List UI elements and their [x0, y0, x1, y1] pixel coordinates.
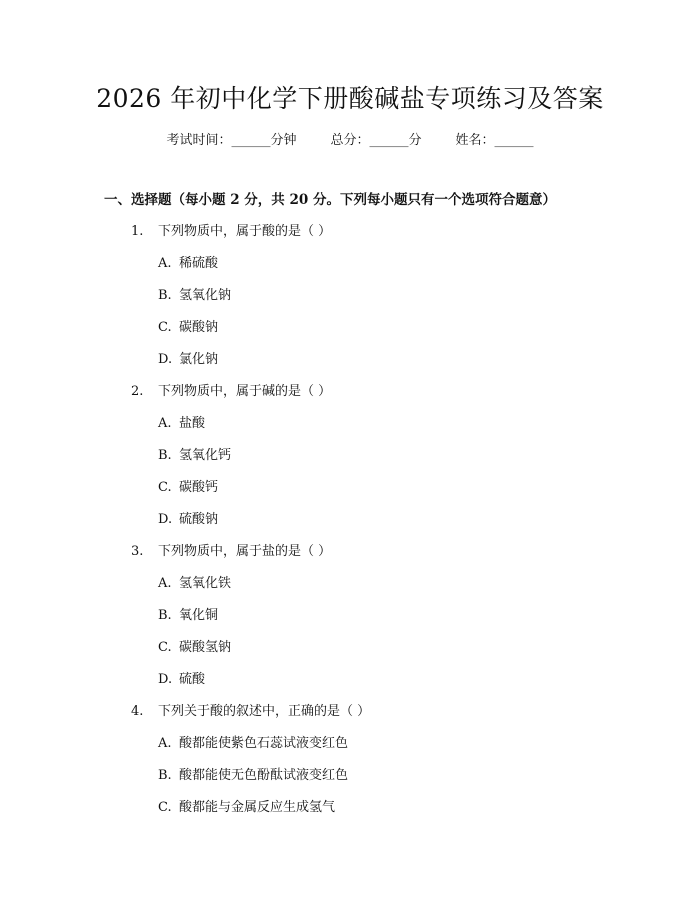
score-label: 总分： [330, 133, 370, 148]
question-1 [131, 222, 331, 242]
time-blank: ______ [231, 133, 271, 148]
option-letter: A. [158, 736, 172, 751]
option-1b [158, 286, 231, 306]
option-text: 氢氧化铁 [179, 576, 232, 591]
option-text: 稀硫酸 [179, 256, 219, 271]
option-text: 氢氧化钠 [179, 288, 232, 303]
option-4c [158, 798, 335, 818]
option-3d [158, 670, 205, 690]
exam-info-line [0, 131, 700, 151]
option-text: 酸都能使无色酚酞试液变红色 [179, 768, 349, 783]
option-text: 碳酸钠 [179, 320, 219, 335]
name-blank: ______ [494, 133, 534, 148]
name-label: 姓名： [455, 133, 495, 148]
option-1c [158, 318, 218, 338]
option-letter: C. [158, 320, 172, 335]
question-number: 3. [131, 544, 144, 559]
option-letter: A. [158, 256, 172, 271]
option-text: 碳酸氢钠 [179, 640, 232, 655]
option-1a [158, 254, 218, 274]
option-letter: B. [158, 608, 172, 623]
option-3c [158, 638, 231, 658]
option-3a [158, 574, 231, 594]
question-text: 下列关于酸的叙述中，正确的是（ ） [158, 704, 371, 719]
option-text: 氢氧化钙 [179, 448, 232, 463]
option-text: 硫酸钠 [179, 512, 219, 527]
section-heading: 一、选择题（每小题 2 分，共 20 分。下列每小题只有一个选项符合题意） [104, 192, 556, 208]
page-title: 2026 年初中化学下册酸碱盐专项练习及答案 [96, 84, 604, 113]
option-text: 酸都能使紫色石蕊试液变红色 [179, 736, 349, 751]
option-1d [158, 350, 218, 370]
option-4a [158, 734, 348, 754]
option-text: 碳酸钙 [179, 480, 219, 495]
question-number: 1. [131, 224, 144, 239]
question-4 [131, 702, 370, 722]
option-letter: D. [158, 672, 173, 687]
option-2a [158, 414, 205, 434]
option-text: 盐酸 [179, 416, 206, 431]
option-letter: C. [158, 640, 172, 655]
option-letter: C. [158, 800, 172, 815]
question-number: 2. [131, 384, 144, 399]
option-text: 硫酸 [179, 672, 206, 687]
option-text: 氧化铜 [179, 608, 219, 623]
question-text: 下列物质中，属于酸的是（ ） [158, 224, 332, 239]
option-letter: A. [158, 416, 172, 431]
time-unit: 分钟 [270, 133, 297, 148]
score-unit: 分 [408, 133, 422, 148]
option-2d [158, 510, 218, 530]
option-letter: B. [158, 768, 172, 783]
time-label: 考试时间： [166, 133, 232, 148]
option-2c [158, 478, 218, 498]
option-letter: C. [158, 480, 172, 495]
option-text: 酸都能与金属反应生成氢气 [179, 800, 336, 815]
question-text: 下列物质中，属于碱的是（ ） [158, 384, 332, 399]
question-text: 下列物质中，属于盐的是（ ） [158, 544, 332, 559]
option-4b [158, 766, 348, 786]
question-number: 4. [131, 704, 144, 719]
option-3b [158, 606, 218, 626]
option-letter: A. [158, 576, 172, 591]
option-letter: D. [158, 352, 173, 367]
option-letter: D. [158, 512, 173, 527]
option-text: 氯化钠 [179, 352, 219, 367]
option-2b [158, 446, 231, 466]
option-letter: B. [158, 448, 172, 463]
score-blank: ______ [369, 133, 409, 148]
question-3 [131, 542, 331, 562]
question-2 [131, 382, 331, 402]
option-letter: B. [158, 288, 172, 303]
